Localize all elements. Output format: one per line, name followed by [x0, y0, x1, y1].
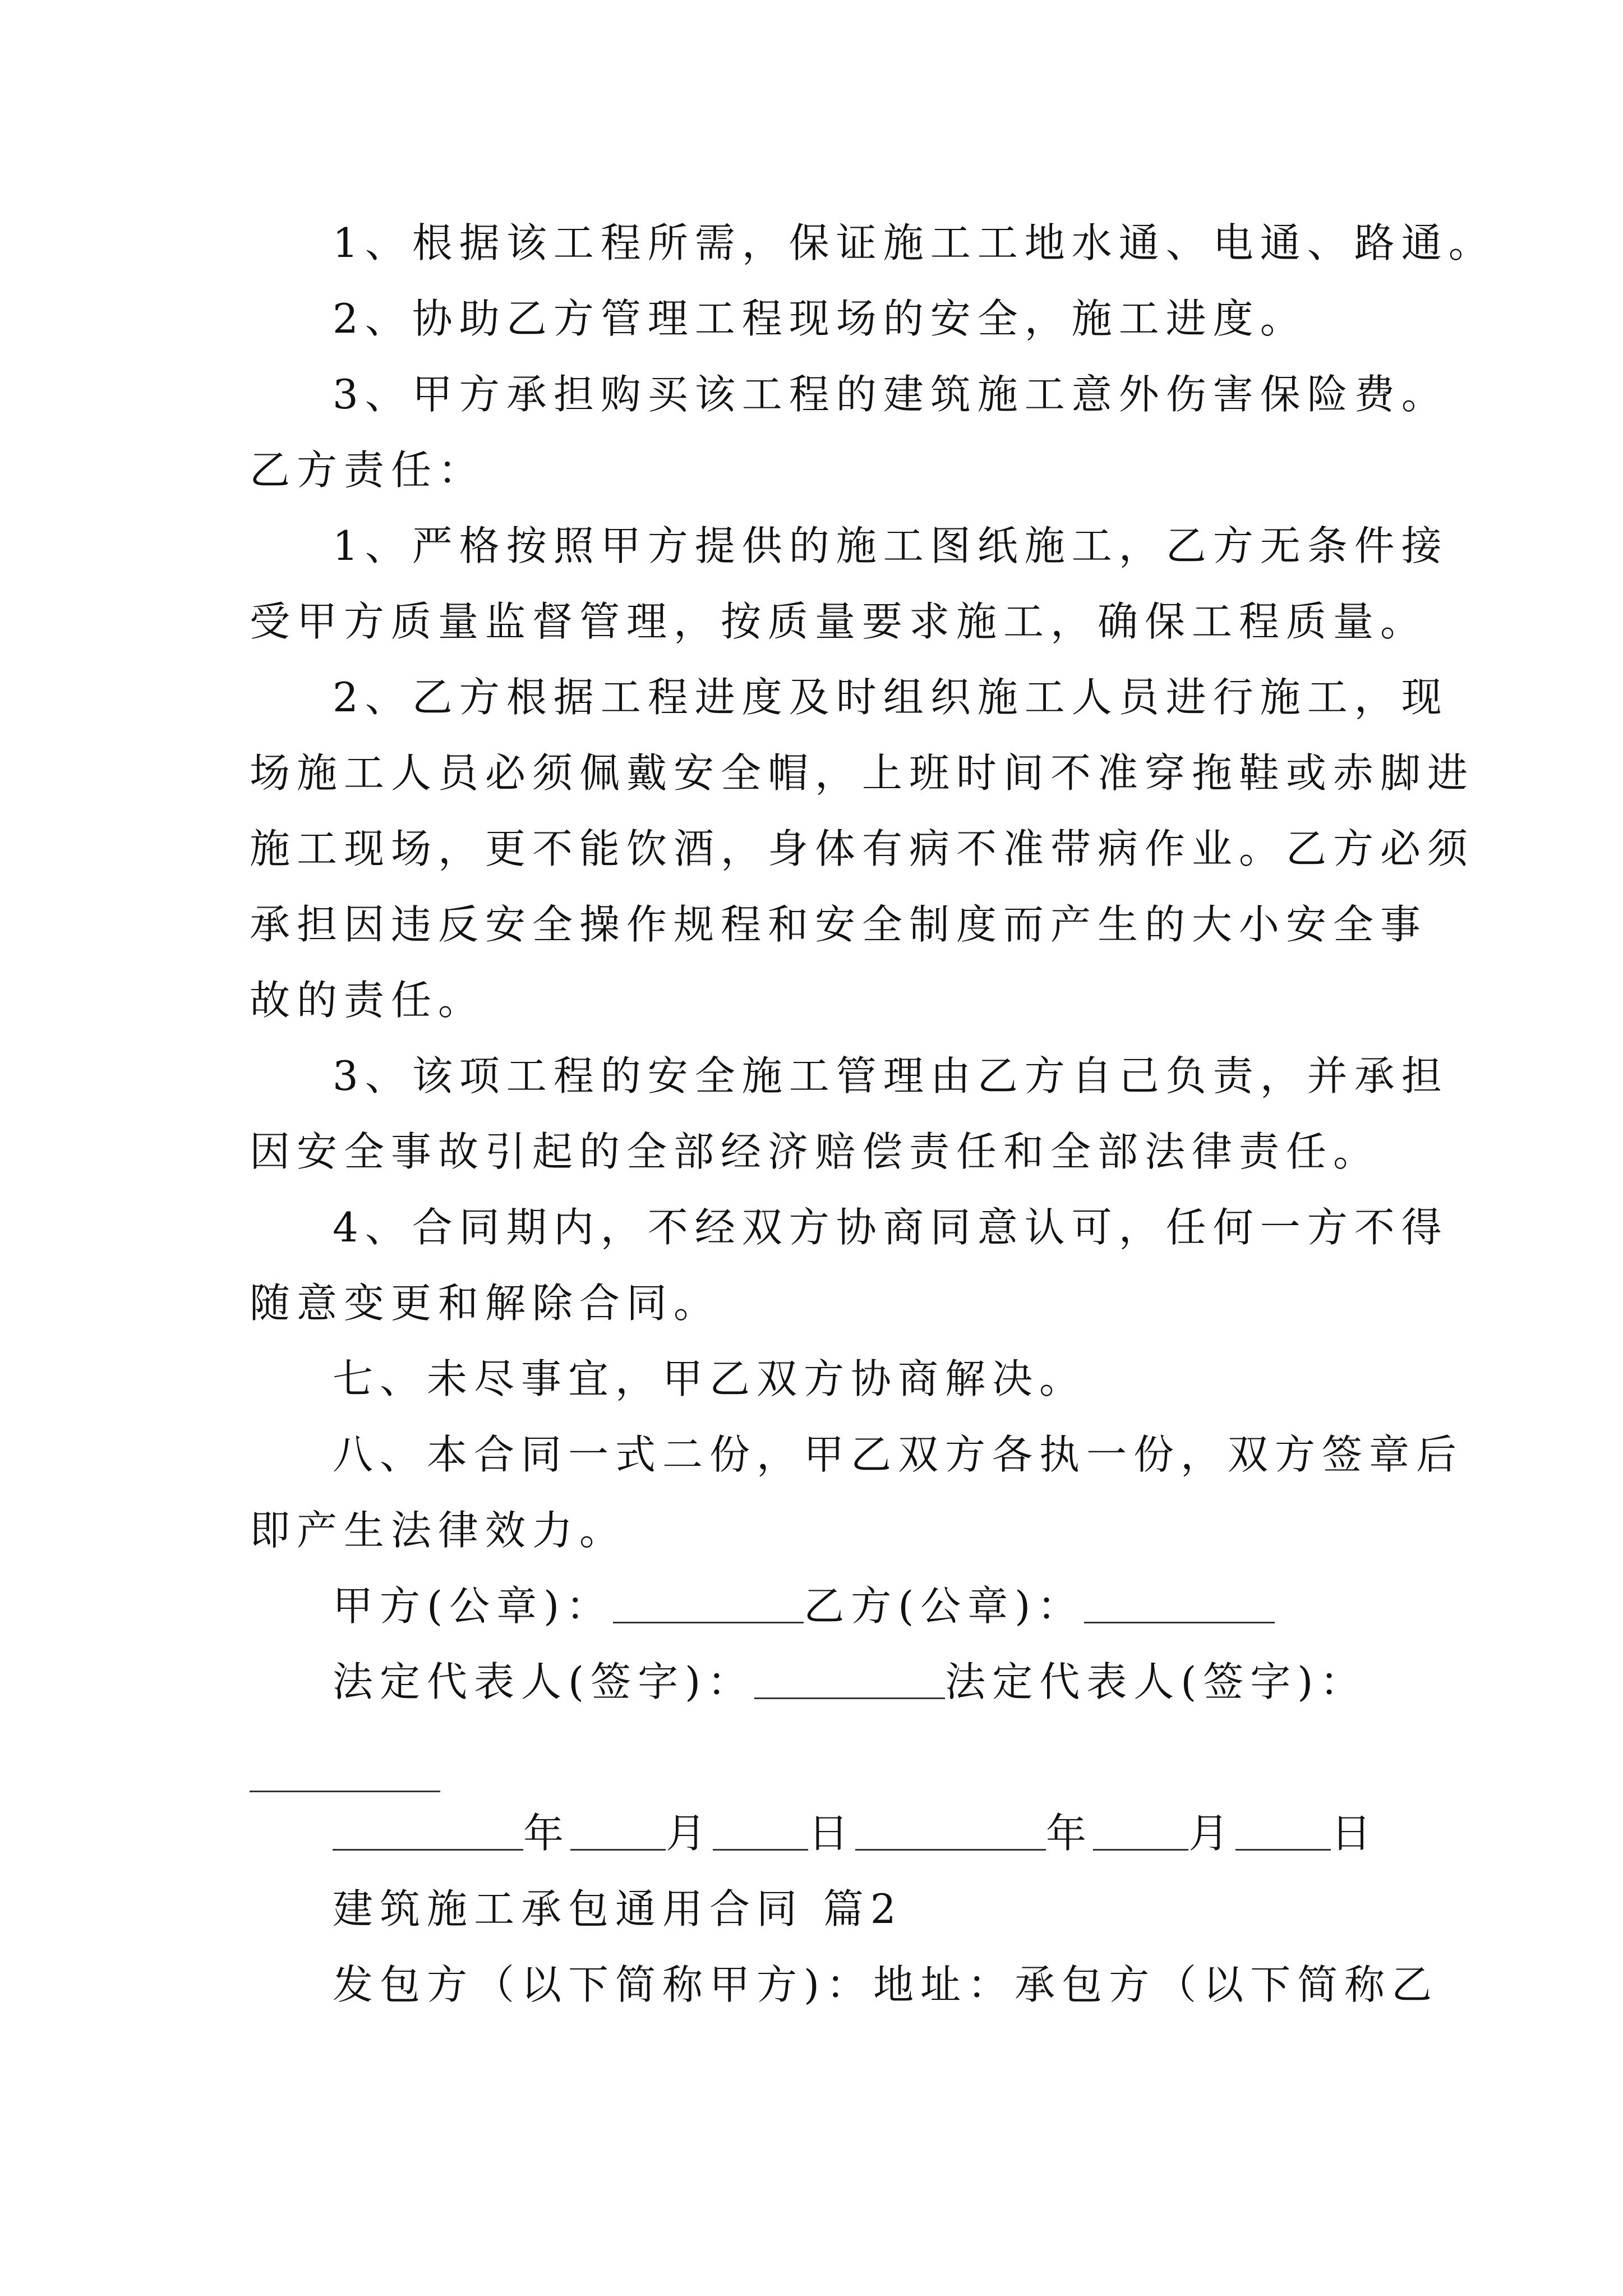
date-a-day: 日	[808, 1810, 856, 1857]
clause-b1-line1: 1、严格按照甲方提供的施工图纸施工，乙方无条件接	[333, 522, 1449, 569]
clause-b2-line1: 2、乙方根据工程进度及时组织施工人员进行施工，现	[333, 674, 1449, 721]
section-heading-party-b: 乙方责任：	[250, 447, 486, 494]
clause-b2-line4: 承担因违反安全操作规程和安全制度而产生的大小安全事	[250, 901, 1428, 948]
clause-b3-line1: 3、该项工程的安全施工管理由乙方自己负责，并承担	[333, 1052, 1449, 1099]
date-b-year-blank	[855, 1814, 1046, 1851]
seal-line	[333, 1582, 1275, 1630]
date-a-day-blank	[713, 1814, 808, 1851]
rep-b-blank	[250, 1791, 440, 1792]
party-b-seal-blank	[1084, 1587, 1275, 1623]
representative-line	[333, 1658, 1367, 1705]
date-a-month: 月	[666, 1810, 713, 1857]
next-section-title: 建筑施工承包通用合同 篇2	[333, 1885, 903, 1932]
clause-b1-line2: 受甲方质量监督管理，按质量要求施工，确保工程质量。	[250, 598, 1428, 645]
party-a-seal-blank	[613, 1587, 804, 1623]
party-a-seal-label: 甲方(公章)：	[333, 1582, 614, 1630]
date-line	[333, 1810, 1378, 1857]
date-b-year: 年	[1046, 1810, 1094, 1857]
date-a-year: 年	[523, 1810, 571, 1857]
clause-a2: 2、协助乙方管理工程现场的安全，施工进度。	[333, 295, 1307, 342]
rep-b-label: 法定代表人(签字)：	[945, 1658, 1367, 1705]
clause-eight-line1: 八、本合同一式二份，甲乙双方各执一份，双方签章后	[333, 1431, 1464, 1478]
clause-seven: 七、未尽事宜，甲乙双方协商解决。	[333, 1355, 1087, 1402]
clause-b2-line3: 施工现场，更不能饮酒，身体有病不准带病作业。乙方必须	[250, 825, 1475, 872]
rep-a-blank	[754, 1663, 945, 1699]
clause-b4-line2: 随意变更和解除合同。	[250, 1280, 721, 1327]
clause-a1: 1、根据该工程所需，保证施工工地水通、电通、路通。	[333, 219, 1496, 266]
clause-b2-line2: 场施工人员必须佩戴安全帽，上班时间不准穿拖鞋或赤脚进	[250, 749, 1475, 797]
date-b-day: 日	[1331, 1810, 1378, 1857]
clause-eight-line2: 即产生法律效力。	[250, 1507, 627, 1554]
date-a-month-blank	[570, 1814, 666, 1851]
party-b-seal-label: 乙方(公章)：	[804, 1582, 1085, 1630]
clause-b4-line1: 4、合同期内，不经双方协商同意认可，任何一方不得	[333, 1204, 1449, 1251]
next-section-first-line: 发包方（以下简称甲方)：地址：承包方（以下简称乙	[333, 1961, 1439, 2008]
date-b-day-blank	[1235, 1814, 1331, 1851]
clause-b2-line5: 故的责任。	[250, 977, 486, 1024]
date-a-year-blank	[333, 1814, 523, 1851]
rep-a-label: 法定代表人(签字)：	[333, 1658, 755, 1705]
clause-a3: 3、甲方承担购买该工程的建筑施工意外伤害保险费。	[333, 371, 1449, 418]
clause-b3-line2: 因安全事故引起的全部经济赔偿责任和全部法律责任。	[250, 1128, 1381, 1175]
date-b-month: 月	[1188, 1810, 1236, 1857]
date-b-month-blank	[1093, 1814, 1188, 1851]
